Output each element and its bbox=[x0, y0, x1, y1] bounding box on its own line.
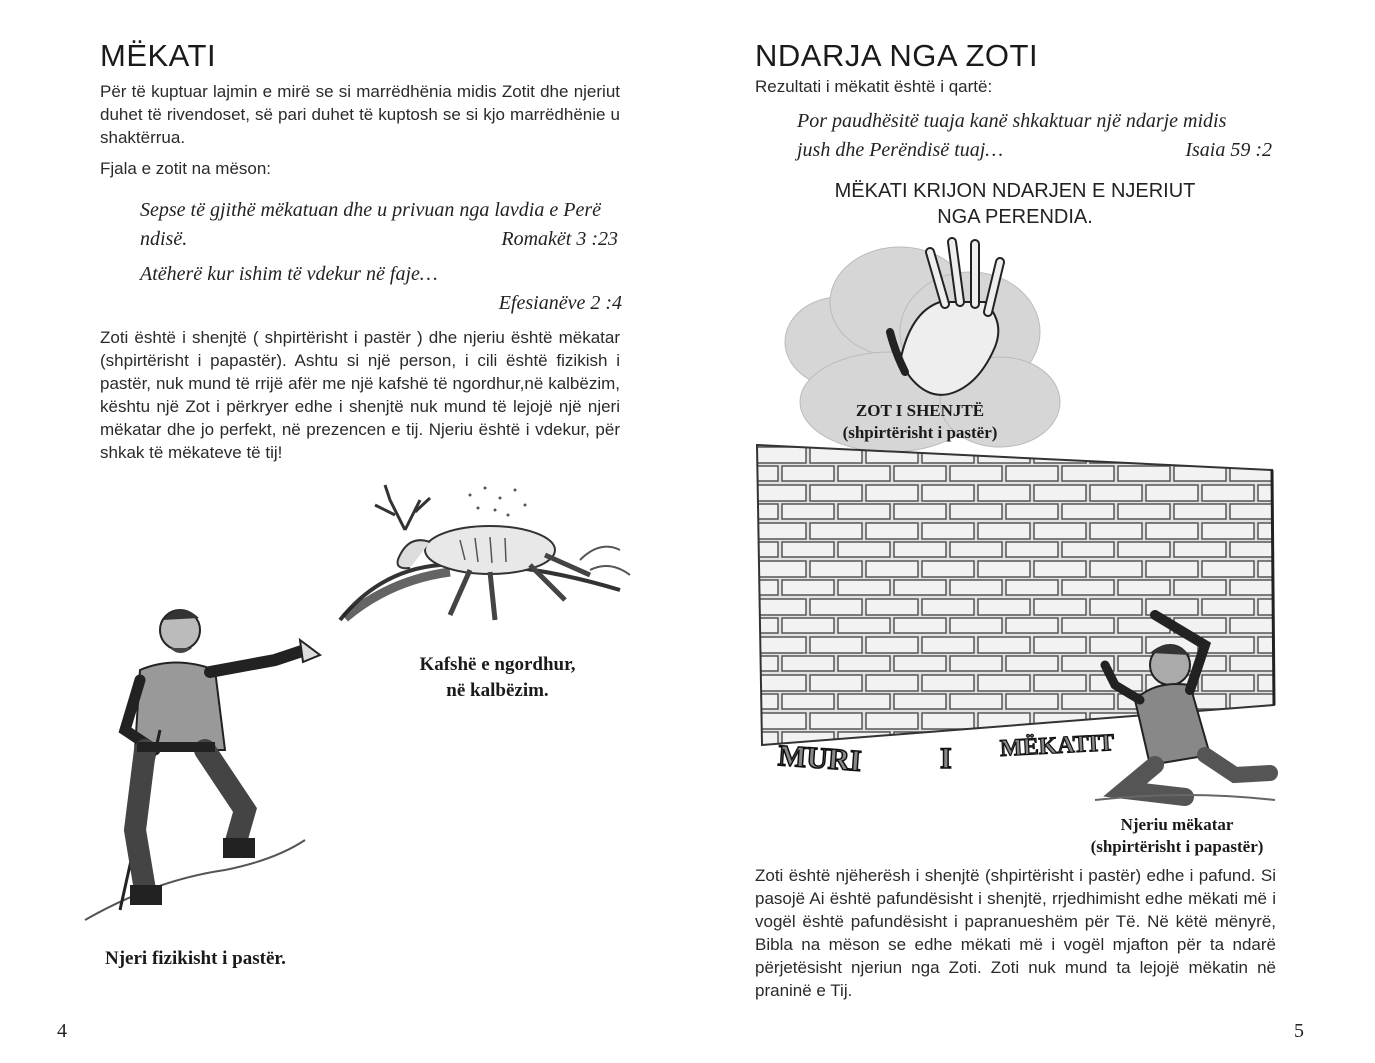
quote-reference: Romakët 3 :23 bbox=[501, 228, 618, 250]
caption-line: ZOT I SHENJTË bbox=[855, 401, 985, 420]
caption-line: (shpirtërisht i pastër) bbox=[842, 423, 998, 442]
intro-text-right: Rezultati i mëkatit është i qartë: bbox=[755, 77, 993, 96]
body-paragraph-right: Zoti është njëherësh i shenjtë (shpirtërisht i pastër) edhe i pafund. Si pasojë Ai është pafundësisht i shenjtë, rrjedhimisht edhe mëkati më i vogël është pafundësisht i papranueshëm për Të. Në këtë mënyrë, Bibla na mëson se edhe mëkati më i vogël mjafton për ta ndarë përjetësisht njeriun nga Zoti. Zoti nuk mund ta lejojë mëkatin në praninë e Tij. bbox=[755, 866, 1276, 1000]
wall-label-word: MËKATIT bbox=[999, 730, 1115, 762]
quote-text: jush dhe Perëndisë tuaj… bbox=[797, 139, 1004, 161]
lead-text: Fjala e zotit na mëson: bbox=[100, 159, 272, 178]
wall-label-word: MURI bbox=[776, 739, 863, 778]
quote-line bbox=[140, 225, 618, 254]
caption-line: Njeriu mëkatar bbox=[1120, 815, 1234, 834]
heading-line: NGA PERENDIA. bbox=[937, 206, 1093, 228]
heading-line: MËKATI KRIJON NDARJEN E NJERIUT bbox=[834, 180, 1196, 202]
quote-text: ndisë. bbox=[140, 228, 188, 250]
bible-quote-ephesians bbox=[140, 260, 622, 318]
hiker-illustration bbox=[75, 600, 335, 930]
intro-paragraph: Për të kuptuar lajmin e mirë se si marrëdhënia midis Zotit dhe njeriut duhet të rivendoset, së pari duhet të kuptosh se si kjo marrëdhënie u shaktërrua. bbox=[100, 82, 620, 147]
quote-line: Atëherë kur ishim të vdekur në faje… bbox=[140, 263, 438, 285]
caption-line: në kalbëzim. bbox=[446, 680, 549, 701]
body-paragraph-left: Zoti është i shenjtë ( shpirtërisht i pastër ) dhe njeriu është mëkatar (shpirtërisht i papastër). Ashtu si një person, i cili është fizikish i pastër, nuk mund të rrijë afër me një kafshë të ngordhur,në kalbëzim, kështu një Zot i përkryer edhe i shenjtë nuk mund të lejojë një njeri mëkatar dhe jo perfekt, në prezencen e tij. Njeriu është i vdekur, për shkak të mëkateve të tij! bbox=[100, 328, 620, 462]
quote-line: Sepse të gjithë mëkatuan dhe u privuan nga lavdia e Perë bbox=[140, 199, 601, 221]
bible-quote-isaiah bbox=[797, 107, 1277, 165]
caption-line: Kafshë e ngordhur, bbox=[419, 654, 576, 675]
hiker-caption: Njeri fizikisht i pastër. bbox=[105, 948, 286, 969]
sinner-caption bbox=[1072, 814, 1282, 858]
quote-line bbox=[797, 136, 1277, 165]
kneeling-sinner-illustration bbox=[1095, 605, 1275, 815]
quote-reference: Isaia 59 :2 bbox=[1185, 139, 1272, 161]
dead-deer-illustration bbox=[320, 480, 640, 640]
section-heading bbox=[755, 178, 1275, 230]
page-title-right: NDARJA NGA ZOTI bbox=[755, 38, 1039, 73]
bible-quote-romans bbox=[140, 196, 618, 254]
page-number-right: 5 bbox=[1294, 1020, 1304, 1042]
page-number-left: 4 bbox=[57, 1020, 67, 1042]
caption-line: (shpirtërisht i papastër) bbox=[1090, 837, 1264, 856]
quote-line: Por paudhësitë tuaja kanë shkaktuar një ndarje midis bbox=[797, 110, 1227, 132]
quote-reference: Efesianëve 2 :4 bbox=[498, 292, 622, 314]
god-caption bbox=[800, 400, 1040, 444]
animal-caption bbox=[380, 652, 615, 704]
wall-label-word: I bbox=[940, 742, 952, 775]
page-title-left: MËKATI bbox=[100, 38, 217, 73]
